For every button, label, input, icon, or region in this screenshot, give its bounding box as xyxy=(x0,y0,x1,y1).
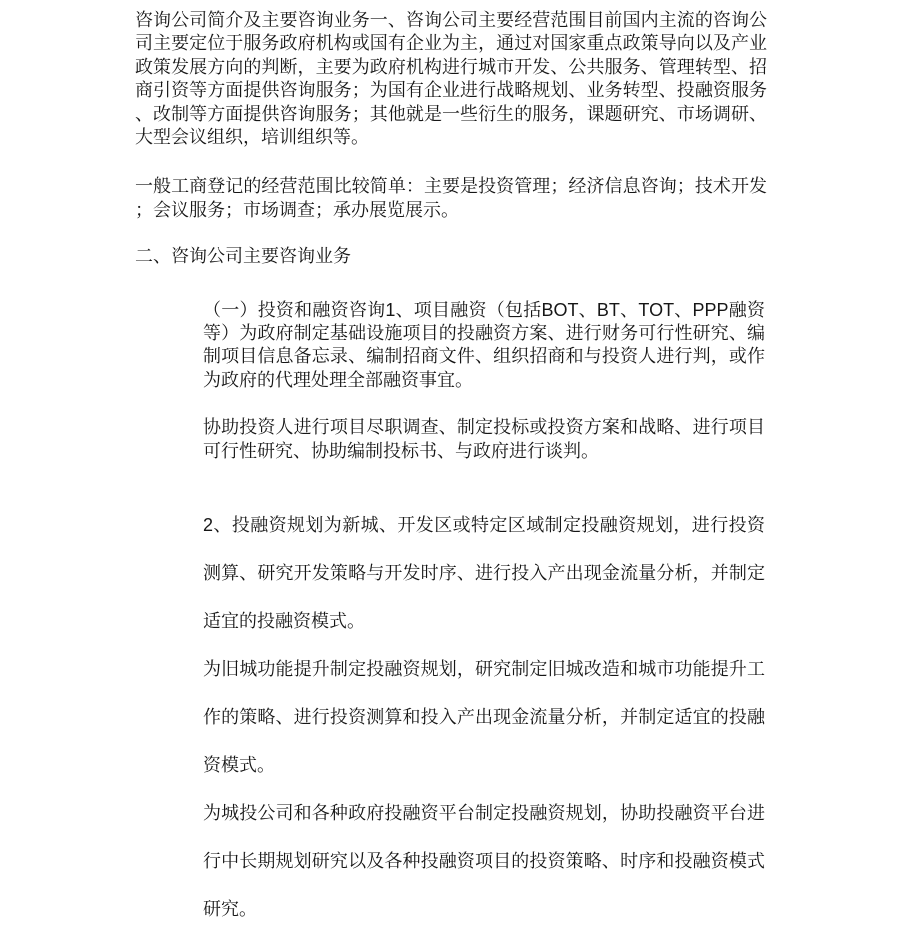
text-run-cjk: 、 xyxy=(578,299,597,320)
paragraph-financing-planning xyxy=(203,501,765,645)
text-run-cjk: 、 xyxy=(619,299,639,320)
document-body xyxy=(135,9,767,933)
text-run-latin: BOT xyxy=(541,299,579,320)
text-run-latin: BT xyxy=(596,299,620,320)
paragraph-old-city-upgrade-planning: 为旧城功能提升制定投融资规划，研究制定旧城改造和城市功能提升工作的策略、进行投资测算和投入产出现金流量分析，并制定适宜的投融资模式。 xyxy=(203,659,765,776)
text-run-latin: 2 xyxy=(203,515,214,536)
text-run-cjk: 融资等）为政府制定基础设施项目的投融资方案、进行财务可行性研究、编制项目信息备忘录、编制招商文件、组织招商和与投资人进行判，或作为政府的代理处理全部融资事宜。 xyxy=(203,299,766,390)
text-run-cjk: 、项目融资（包括 xyxy=(395,299,542,320)
text-run-cjk: 、 xyxy=(674,299,693,320)
text-run-cjk: （一）投资和融资咨询 xyxy=(203,299,386,320)
text-run-cjk: 、投融资规划为新城、开发区或特定区域制定投融资规划，进行投资测算、研究开发策略与开发时序、进行投入产出现金流量分析，并制定适宜的投融资模式。 xyxy=(203,515,765,632)
paragraph-platform-planning: 为城投公司和各种政府投融资平台制定投融资规划，协助投融资平台进行中长期规划研究以及各种投融资项目的投资策略、时序和投融资模式研究。 xyxy=(203,803,765,920)
paragraph-registered-business-scope: 一般工商登记的经营范围比较简单：主要是投资管理；经济信息咨询；技术开发；会议服务；市场调查；承办展览展示。 xyxy=(135,176,767,220)
paragraph-project-financing xyxy=(203,299,765,393)
text-run-latin: TOT xyxy=(638,299,675,320)
paragraph-company-intro: 咨询公司简介及主要咨询业务一、咨询公司主要经营范围目前国内主流的咨询公司主要定位于服务政府机构或国有企业为主，通过对国家重点政策导向以及产业政策发展方向的判断，主要为政府机构进行城市开发、公共服务、管理转型、招商引资等方面提供咨询服务；为国有企业进行战略规划、业务转型、投融资服务、改制等方面提供咨询服务；其他就是一些衍生的服务，课题研究、市场调研、大型会议组织，培训组织等。 xyxy=(135,10,767,148)
text-run-latin: 1 xyxy=(385,299,396,320)
heading-main-consulting-business: 二、咨询公司主要咨询业务 xyxy=(135,246,351,267)
paragraph-assist-investors: 协助投资人进行项目尽职调查、制定投标或投资方案和战略、进行项目可行性研究、协助编制投标书、与政府进行谈判。 xyxy=(203,417,765,461)
text-run-latin: PPP xyxy=(692,299,729,320)
